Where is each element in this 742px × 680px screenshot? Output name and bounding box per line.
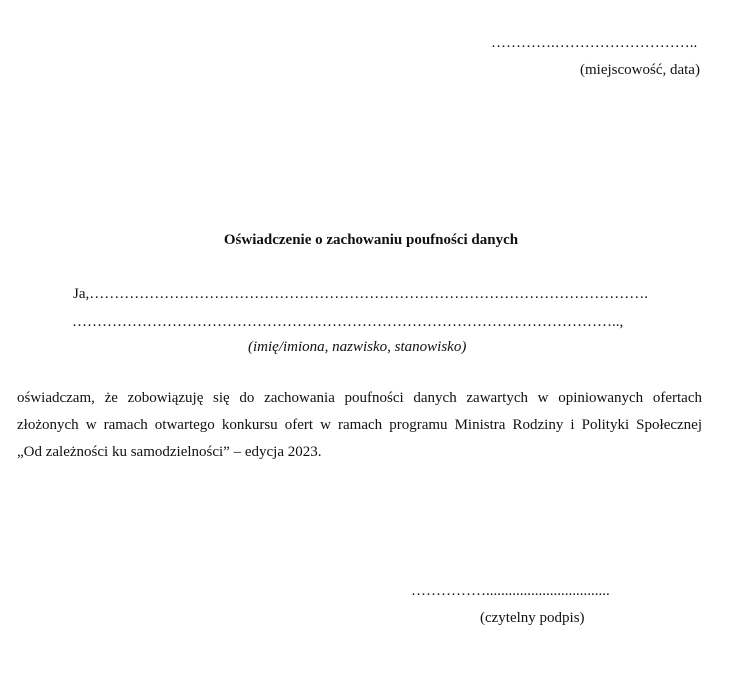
place-date-line: ………….……………………….. [491,35,698,51]
statement-paragraph [17,385,702,466]
statement-line-3: „Od zależności ku samodzielności” – edycja 2023. [17,444,322,460]
declarant-position-line: ……………………………………………………………………………………………….., [72,314,624,330]
place-date-caption: (miejscowość, data) [580,62,700,78]
signature-caption: (czytelny podpis) [480,610,585,626]
declarant-caption: (imię/imiona, nazwisko, stanowisko) [248,339,467,355]
statement-line-2: złożonych w ramach otwartego konkursu ofert w ramach programu Ministra Rodziny i Polityki Społecznej [17,417,702,433]
document-title: Oświadczenie o zachowaniu poufności danych [223,232,519,248]
declarant-name-line: Ja,…………………………………………………………………………………………………. [73,286,648,302]
statement-line-1: oświadczam, że zobowiązuję się do zachowania poufności danych zawartych w opiniowanych ofertach [17,390,702,406]
signature-line: ……………................................. [411,583,610,599]
